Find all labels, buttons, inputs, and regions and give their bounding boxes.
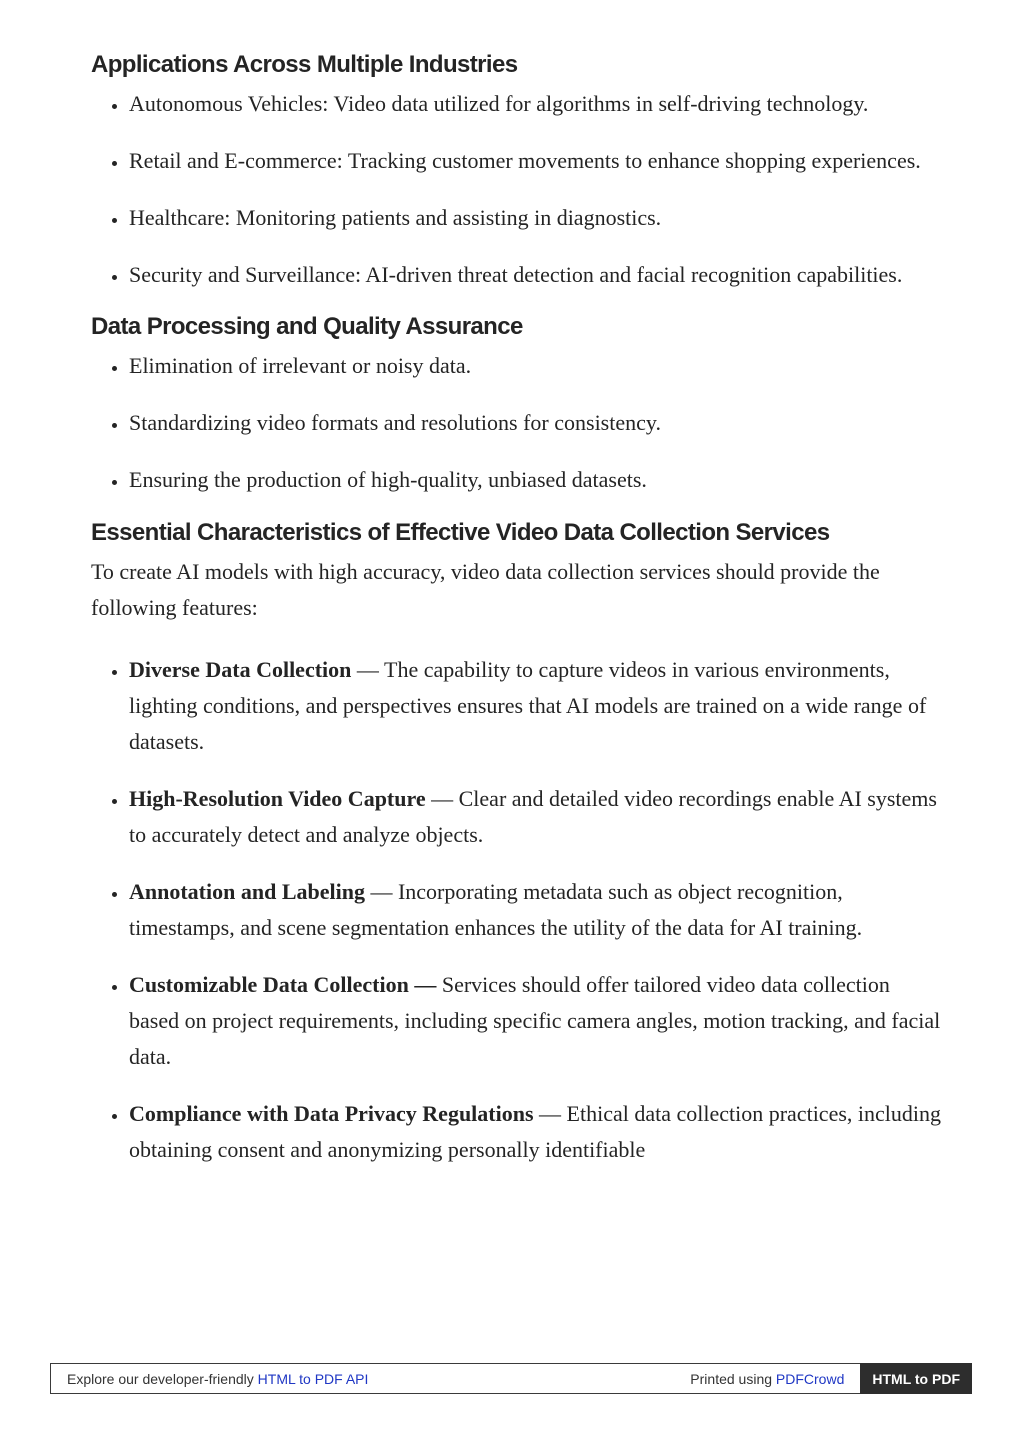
- pdfcrowd-footer-bar: [50, 1363, 972, 1394]
- item-text: Incorporating metadata such as object recognition, timestamps, and scene segmentation enhances the utility of the data for AI training.: [129, 879, 863, 940]
- footer-left: [51, 1371, 690, 1387]
- list-item: • Autonomous Vehicles: Video data utilized for algorithms in self-driving technology.: [129, 86, 941, 122]
- item-text: Ethical data collection practices, including obtaining consent and anonymizing personally identifiable: [129, 1101, 941, 1162]
- footer-right: [690, 1371, 860, 1387]
- list-item: [129, 781, 941, 853]
- item-text: Clear and detailed video recordings enable AI systems to accurately detect and analyze objects.: [129, 786, 937, 847]
- item-term: Annotation and Labeling: [129, 879, 365, 904]
- item-text: The capability to capture videos in various environments, lighting conditions, and perspectives ensures that AI models are trained on a wide range of datasets.: [129, 657, 927, 754]
- list-item: • Standardizing video formats and resolutions for consistency.: [129, 405, 941, 441]
- bullet-list: [91, 348, 941, 498]
- item-term: High-Resolution Video Capture: [129, 786, 426, 811]
- section-heading: Essential Characteristics of Effective Video Data Collection Services: [91, 519, 830, 546]
- item-text: Services should offer tailored video data collection based on project requirements, including specific camera angles, motion tracking, and facial data.: [129, 972, 941, 1069]
- list-item: [129, 1096, 941, 1168]
- list-item: [129, 652, 941, 760]
- item-separator: —: [351, 657, 384, 682]
- html-to-pdf-badge[interactable]: HTML to PDF: [860, 1363, 972, 1394]
- item-separator: —: [364, 879, 398, 904]
- footer-left-text: Explore our developer-friendly: [67, 1370, 258, 1387]
- list-item: [129, 874, 941, 946]
- item-separator: —: [425, 786, 459, 811]
- footer-right-text: Printed using: [690, 1370, 776, 1387]
- section-heading: Applications Across Multiple Industries: [91, 51, 518, 78]
- section-data-processing: [91, 310, 941, 498]
- html-to-pdf-api-link[interactable]: HTML to PDF API: [257, 1370, 369, 1387]
- item-separator: —: [533, 1101, 567, 1126]
- list-item: • Security and Surveillance: AI-driven threat detection and facial recognition capabilities.: [129, 257, 941, 293]
- list-item: [129, 967, 941, 1075]
- item-term: Customizable Data Collection —: [129, 972, 437, 997]
- item-term: Diverse Data Collection: [129, 657, 352, 682]
- section-heading: Data Processing and Quality Assurance: [91, 313, 523, 340]
- pdfcrowd-link[interactable]: PDFCrowd: [775, 1370, 845, 1387]
- intro-paragraph: To create AI models with high accuracy, video data collection services should provide the following features:: [91, 559, 880, 620]
- bullet-list: [91, 652, 941, 1168]
- list-item: • Healthcare: Monitoring patients and assisting in diagnostics.: [129, 200, 941, 236]
- bullet-list: [91, 86, 941, 293]
- section-applications: [91, 48, 941, 293]
- list-item: • Retail and E-commerce: Tracking customer movements to enhance shopping experiences.: [129, 143, 941, 179]
- document-body: [91, 48, 941, 1189]
- section-essential-characteristics: [91, 516, 941, 1168]
- list-item: • Elimination of irrelevant or noisy data.: [129, 348, 941, 384]
- list-item: • Ensuring the production of high-quality, unbiased datasets.: [129, 462, 941, 498]
- item-term: Compliance with Data Privacy Regulations: [129, 1101, 534, 1126]
